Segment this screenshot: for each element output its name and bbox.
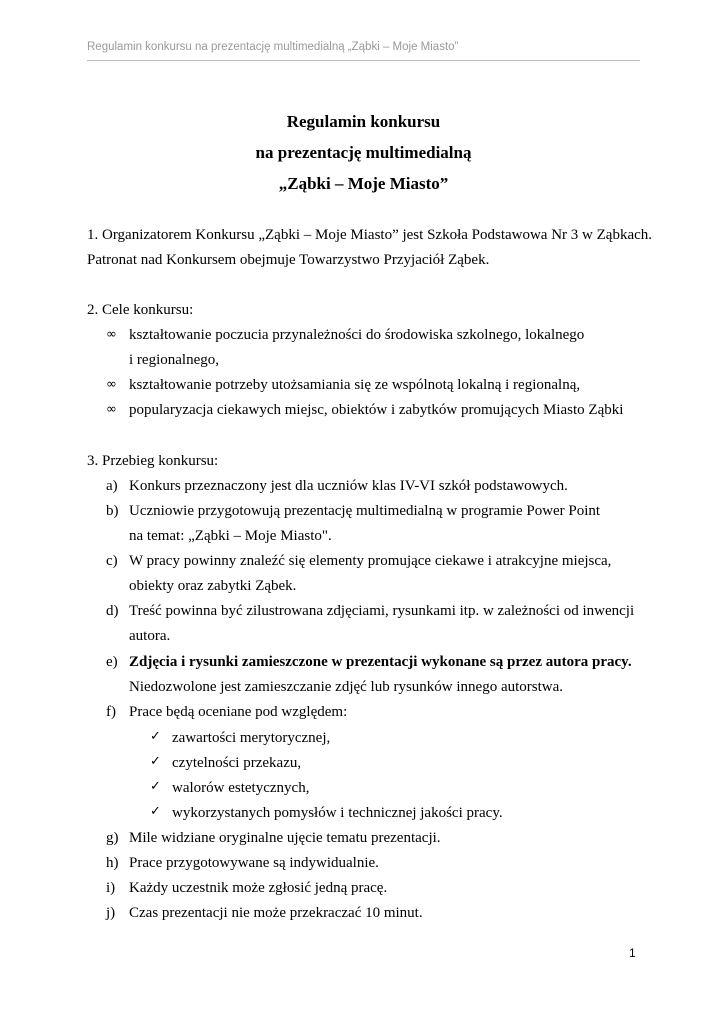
- infinity-bullet-icon: ∞: [106, 402, 117, 417]
- criterion-4: wykorzystanych pomysłów i technicznej jakości pracy.: [172, 805, 503, 821]
- infinity-bullet-icon: ∞: [106, 377, 117, 392]
- rule-d-line-1: Treść powinna być zilustrowana zdjęciami, rysunkami itp. w zależności od inwencji: [129, 603, 635, 619]
- title-line-3: „Ząbki – Moje Miasto”: [278, 174, 449, 193]
- infinity-bullet-icon: ∞: [106, 327, 117, 342]
- list-marker-i: i): [106, 880, 116, 896]
- criterion-3: walorów estetycznych,: [172, 780, 310, 796]
- list-marker-c: c): [106, 553, 118, 569]
- rule-c-line-1: W pracy powinny znaleźć się elementy promujące ciekawe i atrakcyjne miejsca,: [129, 553, 612, 569]
- rule-i-line-1: Każdy uczestnik może zgłosić jedną pracę.: [129, 880, 388, 896]
- list-marker-j: j): [106, 905, 116, 921]
- page-number: 1: [629, 946, 636, 960]
- rule-b-line-2: na temat: „Ząbki – Moje Miasto".: [129, 528, 332, 544]
- section3-heading: 3. Przebieg konkursu:: [87, 453, 219, 469]
- checkmark-icon: ✓: [150, 779, 161, 794]
- list-marker-e: e): [106, 654, 118, 670]
- list-marker-d: d): [106, 603, 119, 619]
- rule-d-line-2: autora.: [129, 628, 171, 644]
- rule-h-line-1: Prace przygotowywane są indywidualnie.: [129, 855, 379, 871]
- list-marker-g: g): [106, 830, 119, 846]
- title-line-1: Regulamin konkursu: [286, 112, 441, 131]
- rule-b-line-1: Uczniowie przygotowują prezentację multimedialną w programie Power Point: [129, 503, 601, 519]
- rule-j-line-1: Czas prezentacji nie może przekraczać 10 minut.: [129, 905, 423, 921]
- rule-g-line-1: Mile widziane oryginalne ujęcie tematu prezentacji.: [129, 830, 441, 846]
- section2-heading: 2. Cele konkursu:: [87, 302, 194, 318]
- rule-f-line-1: Prace będą oceniane pod względem:: [129, 704, 348, 720]
- rule-c-line-2: obiekty oraz zabytki Ząbek.: [129, 578, 297, 594]
- goal-item-2: kształtowanie potrzeby utożsamiania się ze wspólnotą lokalną i regionalną,: [129, 377, 581, 393]
- list-marker-f: f): [106, 704, 116, 720]
- checkmark-icon: ✓: [150, 729, 161, 744]
- section1-line-2: Patronat nad Konkursem obejmuje Towarzystwo Przyjaciół Ząbek.: [87, 252, 490, 268]
- list-marker-h: h): [106, 855, 119, 871]
- running-header: Regulamin konkursu na prezentację multimedialną „Ząbki – Moje Miasto”: [87, 41, 459, 53]
- rule-e-line-2: Niedozwolone jest zamieszczanie zdjęć lub rysunków innego autorstwa.: [129, 679, 564, 695]
- criterion-1: zawartości merytorycznej,: [172, 730, 331, 746]
- criterion-2: czytelności przekazu,: [172, 755, 302, 771]
- list-marker-b: b): [106, 503, 119, 519]
- checkmark-icon: ✓: [150, 754, 161, 769]
- section1-line-1: 1. Organizatorem Konkursu „Ząbki – Moje Miasto” jest Szkoła Podstawowa Nr 3 w Ząbkach.: [87, 227, 653, 243]
- title-line-2: na prezentację multimedialną: [255, 143, 472, 162]
- checkmark-icon: ✓: [150, 804, 161, 819]
- goal-item-1-cont: i regionalnego,: [129, 352, 219, 368]
- list-marker-a: a): [106, 478, 118, 494]
- rule-a-line-1: Konkurs przeznaczony jest dla uczniów klas IV-VI szkół podstawowych.: [129, 478, 568, 494]
- goal-item-1: kształtowanie poczucia przynależności do środowiska szkolnego, lokalnego: [129, 327, 585, 343]
- goal-item-3: popularyzacja ciekawych miejsc, obiektów i zabytków promujących Miasto Ząbki: [129, 402, 624, 418]
- rule-e-line-1: Zdjęcia i rysunki zamieszczone w prezentacji wykonane są przez autora pracy.: [129, 654, 632, 670]
- header-rule: [87, 60, 640, 61]
